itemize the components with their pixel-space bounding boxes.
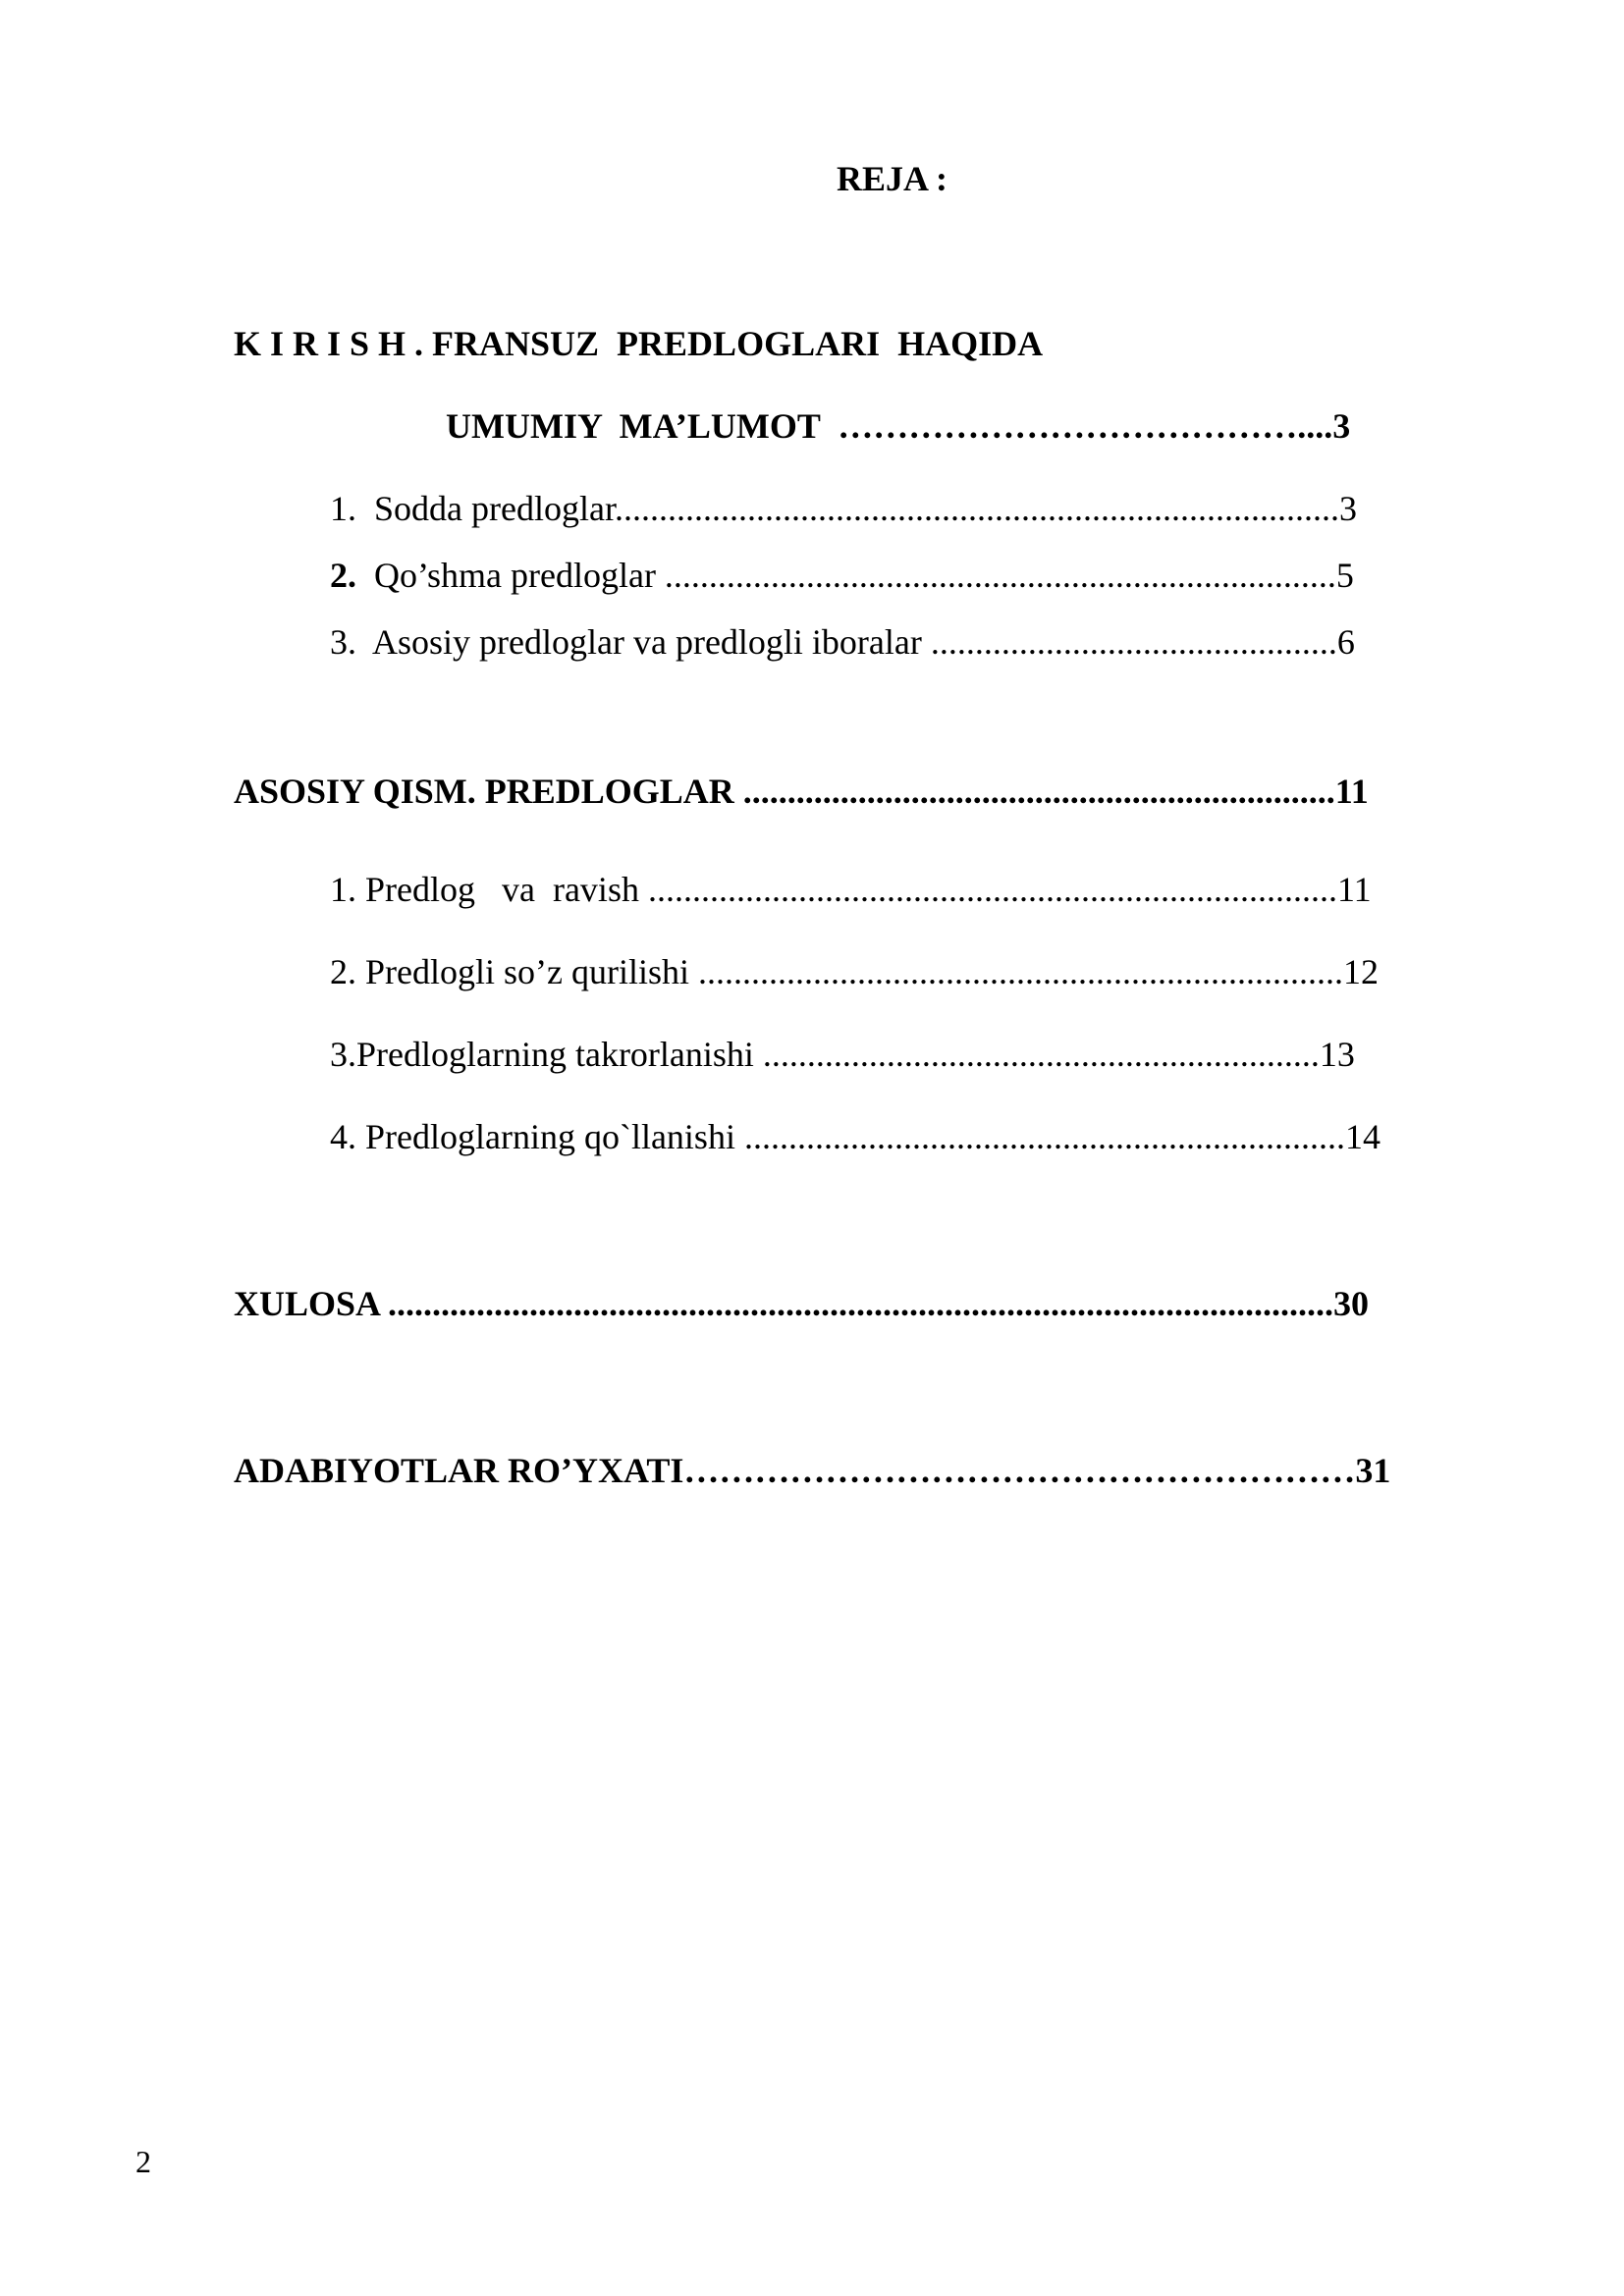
- toc-item-qoshma-predloglar: [330, 554, 1354, 597]
- toc-item-text: Qo’shma predloglar ............................................................................5: [356, 556, 1354, 595]
- toc-item-text: Sodda predloglar..................................................................................3: [356, 489, 1357, 528]
- toc-item-text: Asosiy predloglar va predlogli iboralar ..............................................6: [356, 622, 1355, 662]
- toc-heading-kirish-continued: UMUMIY MA’LUMOT …………………………………....3: [446, 406, 1351, 446]
- toc-item-predloglarning-takrorlanishi: 3.Predloglarning takrorlanishi ...............................................................13: [330, 1035, 1355, 1074]
- toc-item-number: 2.: [330, 556, 356, 595]
- toc-item-number: 1.: [330, 489, 356, 528]
- page-title: REJA :: [837, 159, 948, 198]
- toc-heading-kirish: K I R I S H . FRANSUZ PREDLOGLARI HAQIDA: [234, 324, 1044, 363]
- toc-item-predlogli-soz-qurilishi: 2. Predlogli so’z qurilishi .........................................................................12: [330, 952, 1379, 991]
- toc-item-predlog-va-ravish: 1. Predlog va ravish ..............................................................................11: [330, 870, 1372, 909]
- toc-item-number: 3.: [330, 622, 356, 662]
- toc-heading-adabiyotlar: ADABIYOTLAR RO’YXATI…………………………………………………31: [234, 1451, 1391, 1490]
- toc-heading-xulosa: XULOSA ...........................................................................................................30: [234, 1284, 1370, 1323]
- toc-item-asosiy-predloglar: [330, 620, 1355, 664]
- page-number: 2: [135, 2144, 151, 2179]
- toc-item-predloglarning-qollanishi: 4. Predloglarning qo`llanishi ....................................................................14: [330, 1117, 1380, 1156]
- toc-item-sodda-predloglar: [330, 487, 1357, 530]
- toc-heading-asosiy-qism: ASOSIY QISM. PREDLOGLAR ...................................................................11: [234, 772, 1369, 811]
